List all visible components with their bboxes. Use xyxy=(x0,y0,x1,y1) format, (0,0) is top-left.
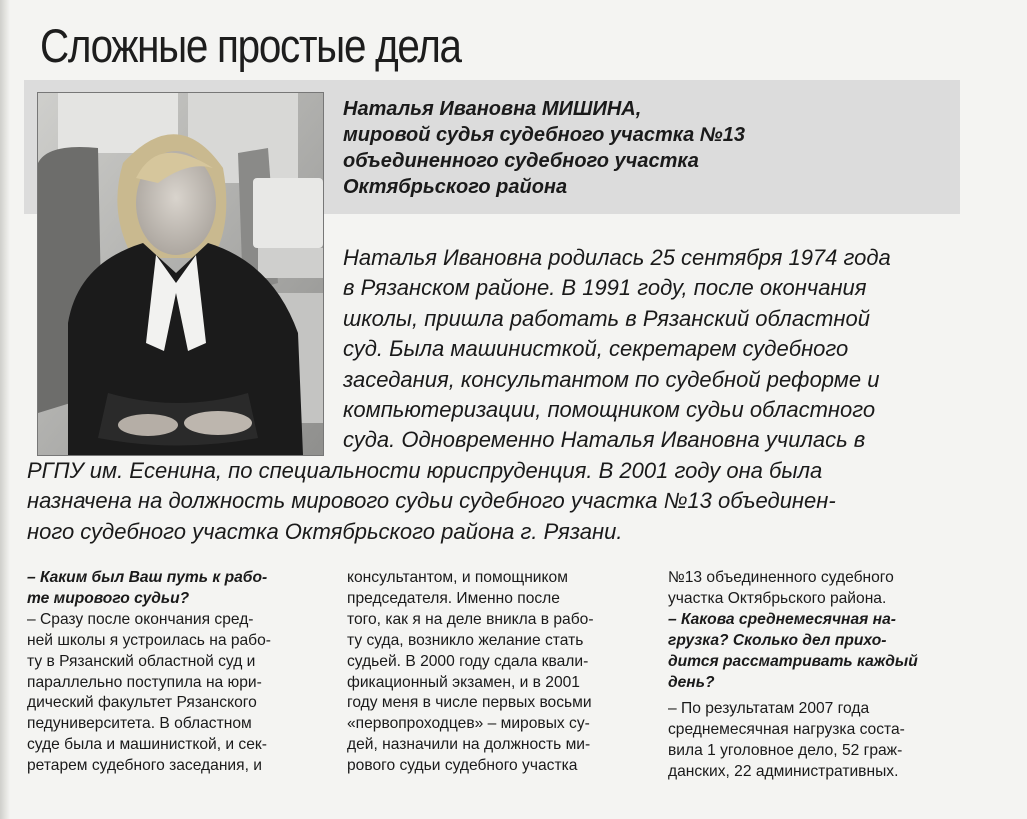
answer-line: ту в Рязанский областной суд и xyxy=(27,652,256,670)
intro-line: ного судебного участка Октябрьского района г. Рязани. xyxy=(27,518,623,544)
question-line: дится рассматривать каждый xyxy=(668,652,918,670)
text-line: судьей. В 2000 году сдала квали- xyxy=(347,652,589,670)
text-line: №13 объединенного судебного xyxy=(668,569,894,586)
answer-line: параллельно поступила на юри- xyxy=(27,673,262,691)
text-line: году меня в числе первых восьми xyxy=(347,694,592,712)
answer-line: вила 1 уголовное дело, 52 граж- xyxy=(668,742,903,760)
question-line: – Каким был Ваш путь к рабо- xyxy=(27,569,268,586)
intro-line: компьютеризации, помощником судьи областного xyxy=(343,397,876,422)
text-line: ту суда, возникло желание стать xyxy=(347,631,584,649)
article-column-2 xyxy=(347,568,647,777)
answer-line: – По результатам 2007 года xyxy=(668,700,870,718)
question-line: грузка? Сколько дел прихо- xyxy=(668,631,887,649)
page-edge-shadow xyxy=(0,0,10,819)
subject-caption xyxy=(343,96,953,200)
answer-line: ретарем судебного заседания, и xyxy=(27,757,262,775)
text-line: рового судьи судебного участка xyxy=(347,757,578,775)
intro-line: суда. Одновременно Наталья Ивановна училась в xyxy=(343,427,866,453)
subject-line: мировой судья судебного участка №13 xyxy=(343,124,745,146)
intro-line: назначена на должность мирового судьи судебного участка №13 объединен- xyxy=(27,488,836,514)
intro-line: школы, пришла работать в Рязанский областной xyxy=(343,305,870,331)
text-line: того, как я на деле вникла в рабо- xyxy=(347,610,594,628)
intro-line: суд. Была машинисткой, секретарем судебного xyxy=(343,336,849,362)
portrait-photo-icon xyxy=(38,93,323,455)
article-column-3 xyxy=(668,568,963,783)
text-line: дей, назначили на должность ми- xyxy=(347,736,591,754)
question-line: день? xyxy=(668,673,715,691)
subject-line: Октябрьского района xyxy=(343,176,568,198)
answer-line: среднемесячная нагрузка соста- xyxy=(668,721,905,739)
question-line: те мирового судьи? xyxy=(27,589,190,607)
answer-line: данских, 22 административных. xyxy=(668,763,899,781)
intro-line: РГПУ им. Есенина, по специальности юриспруденция. В 2001 году она была xyxy=(27,457,823,483)
intro-line: Наталья Ивановна родилась 25 сентября 1974 года xyxy=(343,245,891,270)
portrait-photo xyxy=(37,92,324,456)
intro-line: в Рязанском районе. В 1991 году, после окончания xyxy=(343,275,867,301)
subject-line: объединенного судебного участка xyxy=(343,150,699,172)
article-column-1 xyxy=(27,568,327,777)
text-line: председателя. Именно после xyxy=(347,589,560,607)
answer-line: суде была и машинисткой, и сек- xyxy=(27,736,267,754)
intro-line: заседания, консультантом по судебной реформе и xyxy=(343,366,880,392)
answer-line: ней школы я устроилась на рабо- xyxy=(27,631,271,649)
text-line: фикационный экзамен, и в 2001 xyxy=(347,673,580,691)
answer-line: – Сразу после окончания сред- xyxy=(27,610,254,628)
question-line: – Какова среднемесячная на- xyxy=(668,610,896,628)
answer-line: дический факультет Рязанского xyxy=(27,694,257,712)
answer-line: педуниверситета. В областном xyxy=(27,715,252,733)
text-line: «первопроходцев» – мировых су- xyxy=(347,715,590,733)
subject-line: Наталья Ивановна МИШИНА, xyxy=(343,98,642,120)
headline: Сложные простые дела xyxy=(40,19,461,72)
text-line: участка Октябрьского района. xyxy=(668,589,887,607)
text-line: консультантом, и помощником xyxy=(347,569,568,586)
